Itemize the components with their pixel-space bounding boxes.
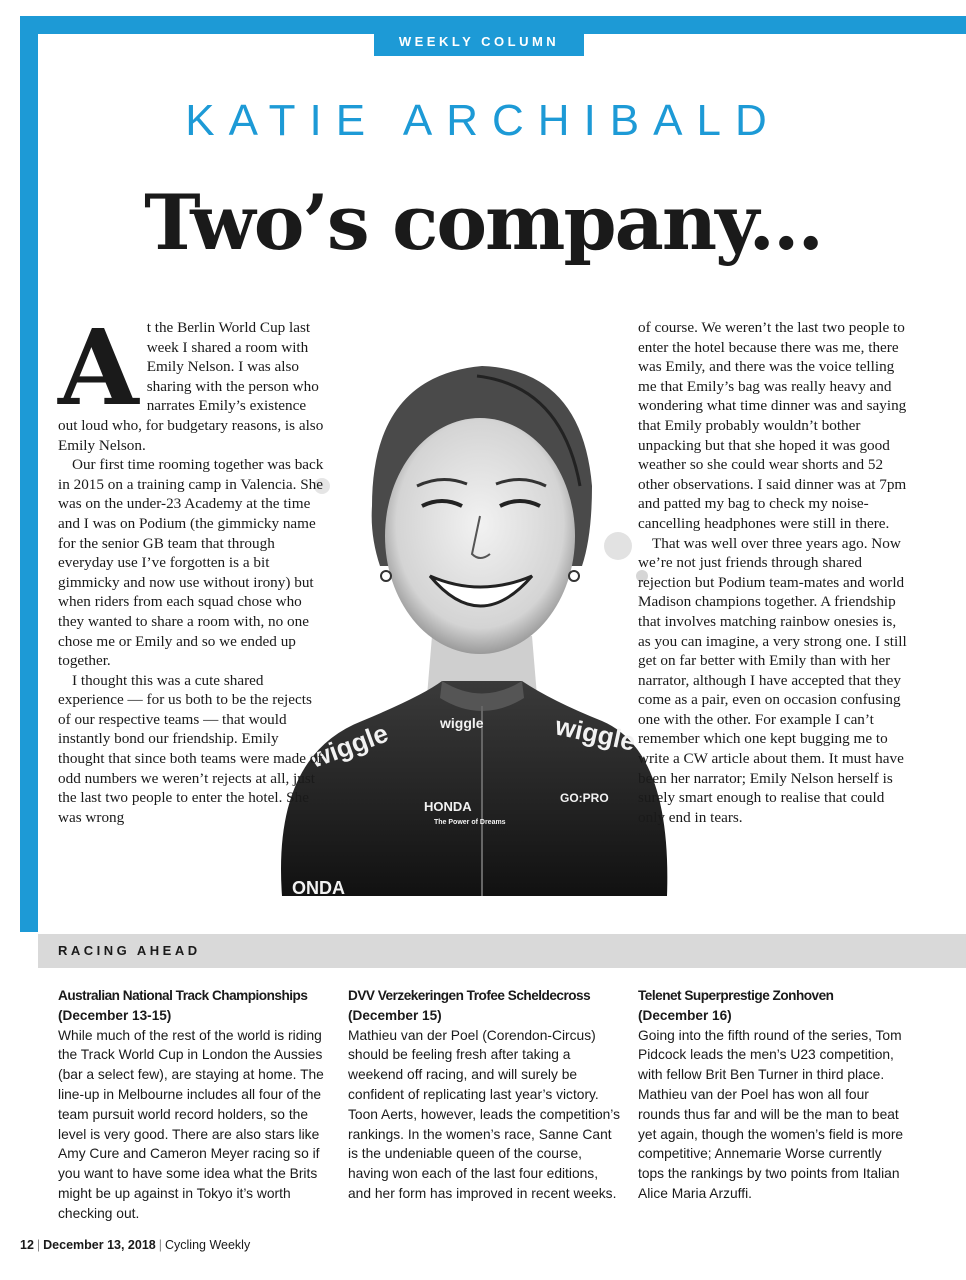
racing-ahead-label: RACING AHEAD xyxy=(58,943,201,958)
race-date: (December 16) xyxy=(638,1007,732,1023)
svg-text:wiggle: wiggle xyxy=(552,710,639,757)
page-number: 12 xyxy=(20,1238,34,1252)
article-paragraph: At the Berlin World Cup last week I shared a room with Emily Nelson. I was also sharing with the person who narrates Emily’s existence out loud who, for budgetary reasons, is also Emily Nelson. xyxy=(58,306,324,454)
race-title: DVV Verzekeringen Trofee Scheldecross xyxy=(348,988,591,1003)
race-description: While much of the rest of the world is riding the Track World Cup in London the Aussies (bar a select few), are staying at home. The line-up in Melbourne includes all four of the team pursuit world record holders, so the level is very good. There are also stars like Amy Cure and Cameron Meyer racing so if you want to have some idea what the Brits might be up against in Tokyo it’s worth checking out. xyxy=(58,1027,324,1221)
article-paragraph: of course. We weren’t the last two people to enter the hotel because there was me, there was Emily, and there was the voice telling me that Emily’s bag was really heavy and wondering what time dinner was and saying that Emily probably wouldn’t bother unpacking but that she hoped it was good weather so she could wear shorts and 52 other observations. I said dinner was at 7pm and patted my bag to check my noise-cancelling headphones were still in there. xyxy=(638,319,907,532)
racing-ahead-item xyxy=(58,986,330,1224)
svg-text:HONDA: HONDA xyxy=(424,799,472,814)
section-tab: WEEKLY COLUMN xyxy=(374,28,584,56)
race-title: Telenet Superprestige Zonhoven xyxy=(638,988,834,1003)
article-paragraph: Our first time rooming together was back in 2015 on a training camp in Valencia. She was on the under-23 Academy at the time and I was on Podium (the gimmicky name for the senior GB team that through everyday use I’ve forgotten is a bit gimmicky and now use without irony) but when riders from each squad chose who they wanted to share a room with, no one chose me or Emily and so we ended up together. xyxy=(58,456,324,670)
svg-text:ONDA: ONDA xyxy=(292,878,345,898)
article-left-column xyxy=(58,306,326,827)
race-date: (December 13-15) xyxy=(58,1007,172,1023)
racing-ahead-item xyxy=(348,986,620,1204)
author-name: KATIE ARCHIBALD xyxy=(185,96,781,145)
article-paragraph: That was well over three years ago. Now we’re not just friends through shared rejection but Podium team-mates and world Madison champions together. A friendship that involves matching rainbow onesies is, as you can imagine, a very strong one. I still get on far better with Emily than with her narrator, although I have accepted that they come as a pair, even on occasion confusing one with the other. For example I can’t remember which one kept bugging me to write a CW article about them. It must have been her narrator; Emily Nelson herself is surely smart enough to realise that could only end in tears. xyxy=(638,534,907,826)
publication-name: Cycling Weekly xyxy=(165,1238,251,1252)
svg-text:wiggle: wiggle xyxy=(305,717,393,774)
racing-ahead-item xyxy=(638,986,910,1204)
svg-text:GO:PRO: GO:PRO xyxy=(560,791,609,805)
page-footer: 12 | December 13, 2018 | Cycling Weekly xyxy=(20,1238,251,1252)
article-right-column xyxy=(638,318,908,827)
race-description: Mathieu van der Poel (Corendon-Circus) should be feeling fresh after taking a weekend off racing, and will surely be confident of replicating last year’s victory. Toon Aerts, however, leads the competition’s rankings. In the women’s race, Sanne Cant is the undeniable queen of the course, having won each of the last four editions, and her form has improved in recent weeks. xyxy=(348,1027,621,1201)
svg-text:The Power of Dreams: The Power of Dreams xyxy=(434,819,506,826)
svg-text:wiggle: wiggle xyxy=(440,715,484,731)
race-description: Going into the fifth round of the series, Tom Pidcock leads the men’s U23 competition, with fellow Brit Ben Turner in third place. Mathieu van der Poel has won all four rounds thus far and will be the man to beat yet again, though the women’s field is more competitive; Annemarie Worse currently tops the rankings by two points from Italian Alice Maria Arzuffi. xyxy=(638,1027,904,1201)
race-date: (December 15) xyxy=(348,1007,442,1023)
drop-cap: A xyxy=(58,306,139,429)
headline: Two’s company... xyxy=(144,178,822,267)
article-paragraph: I thought this was a cute shared experience — for us both to be the rejects of our respective teams — that would instantly bond our friendship. Emily thought that since both teams were made of odd numbers we weren’t rejects at all, just the last two people to enter the hotel. She was wrong xyxy=(58,671,323,826)
issue-date: December 13, 2018 xyxy=(43,1238,156,1252)
race-title: Australian National Track Championships xyxy=(58,988,308,1003)
left-frame-bar xyxy=(20,16,38,932)
